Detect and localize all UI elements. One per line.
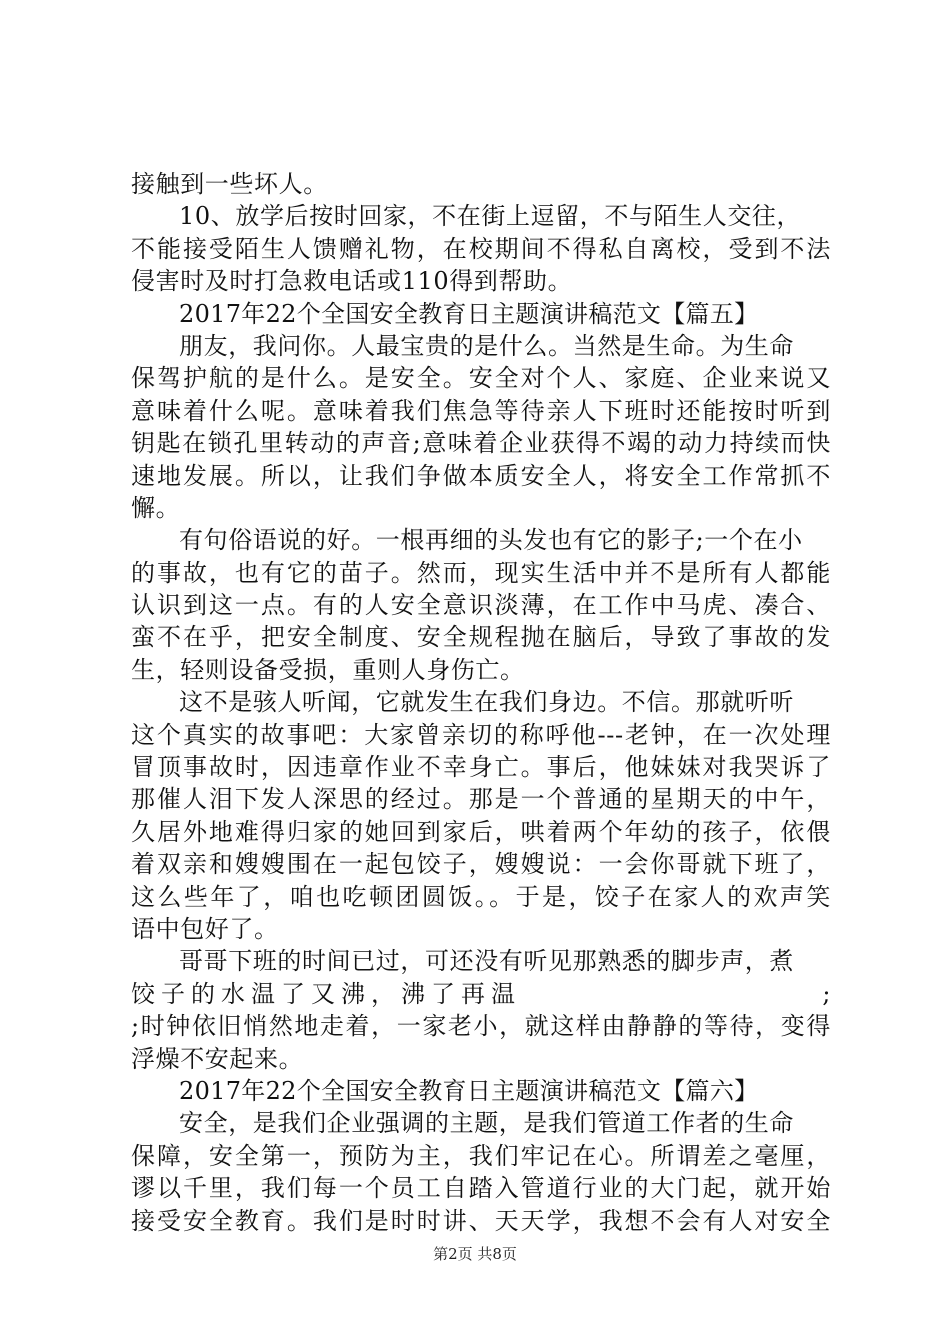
paragraph-line: 侵害时及时打急救电话或110得到帮助。 <box>131 267 573 296</box>
paragraph-line: 意味着什么呢。意味着我们焦急等待亲人下班时还能按时听到 <box>131 396 831 425</box>
paragraph-line: 这不是骇人听闻，它就发生在我们身边。不信。那就听听 <box>179 688 794 717</box>
paragraph-line: 生，轻则设备受损，重则人身伤亡。 <box>131 655 525 684</box>
paragraph-line: 哥哥下班的时间已过，可还没有听见那熟悉的脚步声，煮 <box>179 947 794 976</box>
paragraph-line: 这个真实的故事吧：大家曾亲切的称呼他---老钟，在一次处理 <box>131 720 831 749</box>
paragraph-fragment: 饺子的水温了又沸，沸了再温 <box>131 979 521 1008</box>
paragraph-line: 语中包好了。 <box>131 914 279 943</box>
page-footer: 第2页 共8页 <box>433 1245 517 1263</box>
paragraph-line: ;时钟依旧悄然地走着，一家老小，就这样由静静的等待，变得 <box>131 1012 831 1041</box>
paragraph-line: 不能接受陌生人馈赠礼物，在校期间不得私自离校，受到不法 <box>131 234 831 263</box>
paragraph-line: 接触到一些坏人。 <box>131 170 328 198</box>
paragraph-line: 谬以千里，我们每一个员工自踏入管道行业的大门起，就开始 <box>131 1174 831 1203</box>
paragraph-line-split <box>131 978 831 1010</box>
paragraph-line: 安全，是我们企业强调的主题，是我们管道工作者的生命 <box>179 1109 794 1138</box>
paragraph-line: 速地发展。所以，让我们争做本质安全人，将安全工作常抓不 <box>131 461 831 490</box>
paragraph-line: 冒顶事故时，因违章作业不幸身亡。事后，他妹妹对我哭诉了 <box>131 753 831 782</box>
paragraph-line: 保驾护航的是什么。是安全。安全对个人、家庭、企业来说又 <box>131 364 831 393</box>
paragraph-line: 的事故，也有它的苗子。然而，现实生活中并不是所有人都能 <box>131 558 831 587</box>
paragraph-line: 朋友，我问你。人最宝贵的是什么。当然是生命。为生命 <box>179 331 794 360</box>
document-body <box>131 168 831 1237</box>
paragraph-line: 10、放学后按时回家，不在街上逗留，不与陌生人交往， <box>179 202 802 231</box>
paragraph-line: 浮燥不安起来。 <box>131 1044 304 1073</box>
section-heading: 2017年22个全国安全教育日主题演讲稿范文【篇五】 <box>179 299 759 328</box>
paragraph-line: 懈。 <box>131 493 181 522</box>
paragraph-line: 蛮不在乎，把安全制度、安全规程抛在脑后，导致了事故的发 <box>131 623 831 652</box>
paragraph-line: 着双亲和嫂嫂围在一起包饺子，嫂嫂说：一会你哥就下班了， <box>131 850 831 879</box>
paragraph-line: 钥匙在锁孔里转动的声音;意味着企业获得不竭的动力持续而快 <box>131 429 831 458</box>
paragraph-line: 接受安全教育。我们是时时讲、天天学，我想不会有人对安全 <box>131 1206 831 1235</box>
paragraph-line: 有句俗语说的好。一根再细的头发也有它的影子;一个在小 <box>179 526 803 555</box>
paragraph-fragment: ; <box>822 979 831 1008</box>
paragraph-line: 久居外地难得归家的她回到家后，哄着两个年幼的孩子，依偎 <box>131 817 831 846</box>
paragraph-line: 这么些年了，咱也吃顿团圆饭。。于是，饺子在家人的欢声笑 <box>131 882 831 911</box>
paragraph-line: 那催人泪下发人深思的经过。那是一个普通的星期天的中午， <box>131 785 831 814</box>
paragraph-line: 保障，安全第一，预防为主，我们牢记在心。所谓差之毫厘， <box>131 1141 831 1170</box>
paragraph-line: 认识到这一点。有的人安全意识淡薄，在工作中马虎、凑合、 <box>131 591 831 620</box>
section-heading: 2017年22个全国安全教育日主题演讲稿范文【篇六】 <box>179 1076 759 1105</box>
